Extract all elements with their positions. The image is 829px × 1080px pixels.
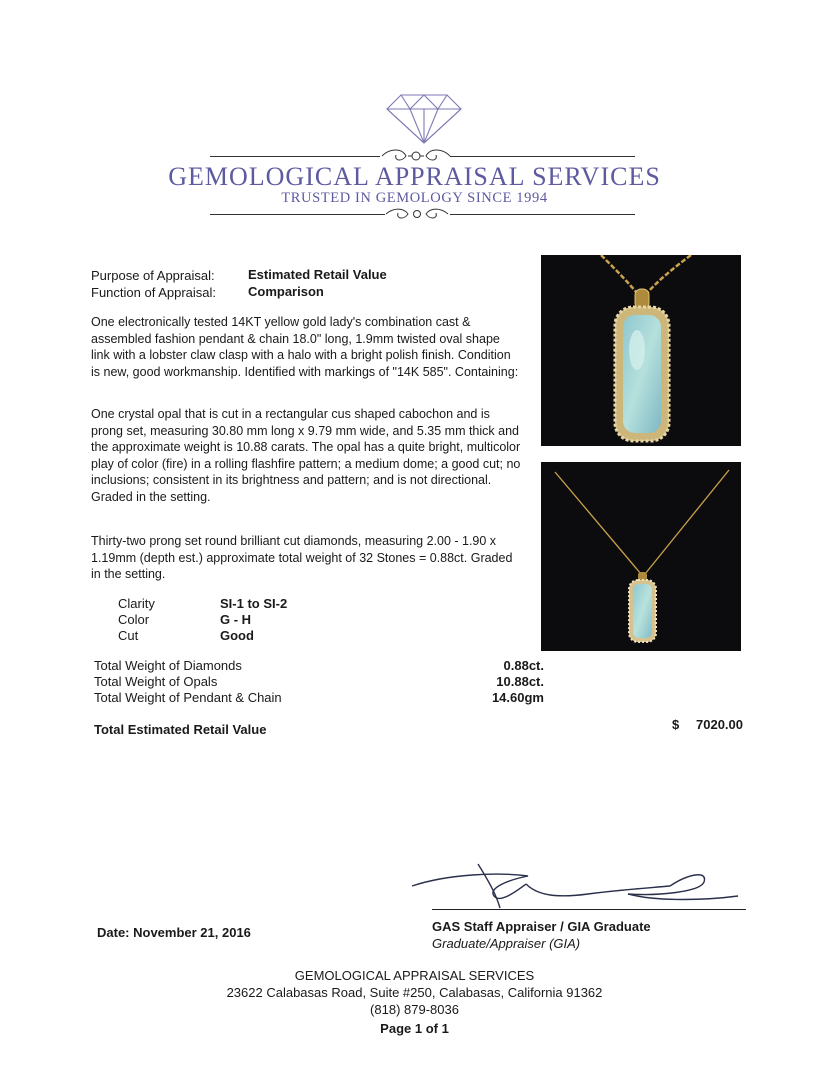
page-number: Page 1 of 1	[380, 1021, 449, 1036]
weight-label: Total Weight of Opals	[94, 674, 218, 689]
weight-value: 0.88ct.	[503, 658, 544, 673]
weight-row-pendant	[94, 690, 544, 706]
total-currency: $	[672, 717, 680, 732]
header-rule-top-right	[450, 156, 635, 157]
grade-row-color	[118, 612, 318, 628]
weight-value: 10.88ct.	[496, 674, 544, 689]
pendant-closeup-image	[541, 255, 741, 446]
grade-label: Cut	[118, 628, 139, 643]
function-value: Comparison	[248, 284, 324, 299]
weight-value: 14.60gm	[491, 690, 544, 705]
signature-line	[432, 909, 746, 910]
footer-phone: (818) 879-8036	[370, 1002, 459, 1017]
necklace-full-image	[541, 462, 741, 651]
grade-value: G - H	[220, 612, 252, 627]
weight-row-opals	[94, 674, 544, 690]
pendant-closeup-photo	[541, 255, 741, 446]
footer-company: GEMOLOGICAL APPRAISAL SERVICES	[294, 968, 535, 983]
purpose-label: Purpose of Appraisal:	[91, 268, 215, 283]
grade-value: Good	[220, 628, 254, 643]
company-tagline: TRUSTED IN GEMOLOGY SINCE 1994	[281, 190, 548, 206]
grade-value: SI-1 to SI-2	[220, 596, 288, 611]
weight-label: Total Weight of Pendant & Chain	[94, 690, 282, 705]
header-rule-bottom-left	[210, 214, 385, 215]
grades-table	[118, 596, 318, 644]
opal-description: One crystal opal that is cut in a rectangular cus shaped cabochon and is prong set, measuring 30.80 mm long x 9.79 mm wide, and 5.35 mm thick and the approximate weight is 10.88 carats. The opal has a quite bright, multicolor play of color (fire) in a rolling flashfire pattern; a medium dome; a good cut; no inclusions; consistent in its brightness and pattern; and is not directional. Graded in the setting.	[91, 407, 521, 504]
handwritten-signature	[408, 860, 748, 912]
function-label: Function of Appraisal:	[91, 285, 217, 300]
grade-label: Color	[118, 612, 150, 627]
weights-table	[94, 658, 544, 706]
necklace-full-photo	[541, 462, 741, 651]
diamond-logo-icon	[385, 93, 463, 145]
company-name: GEMOLOGICAL APPRAISAL SERVICES	[168, 162, 661, 191]
appraisal-date: Date: November 21, 2016	[97, 925, 251, 940]
purpose-value: Estimated Retail Value	[248, 267, 387, 282]
appraiser-title: GAS Staff Appraiser / GIA Graduate	[432, 919, 651, 934]
total-amount: 7020.00	[696, 717, 743, 732]
letterhead	[0, 90, 829, 230]
total-label: Total Estimated Retail Value	[94, 722, 267, 737]
scroll-ornament-bottom-icon	[384, 205, 450, 223]
grade-label: Clarity	[118, 596, 155, 611]
weight-label: Total Weight of Diamonds	[94, 658, 242, 673]
weight-row-diamonds	[94, 658, 544, 674]
appraiser-subtitle: Graduate/Appraiser (GIA)	[432, 936, 581, 951]
grade-row-clarity	[118, 596, 318, 612]
item-description: One electronically tested 14KT yellow gold lady's combination cast & assembled fashion pendant & chain 18.0" long, 1.9mm twisted oval shape link with a lobster claw clasp with a halo with a bright polish finish. Condition is new, good workmanship. Identified with markings of "14K 585". Containing:	[91, 315, 519, 379]
grade-row-cut	[118, 628, 318, 644]
header-rule-bottom-right	[450, 214, 635, 215]
diamond-description: Thirty-two prong set round brilliant cut diamonds, measuring 2.00 - 1.90 x 1.19mm (depth est.) approximate total weight of 32 Stones = 0.88ct. Graded in the setting.	[91, 534, 513, 581]
header-rule-top-left	[210, 156, 380, 157]
footer-address: 23622 Calabasas Road, Suite #250, Calabasas, California 91362	[226, 985, 603, 1000]
